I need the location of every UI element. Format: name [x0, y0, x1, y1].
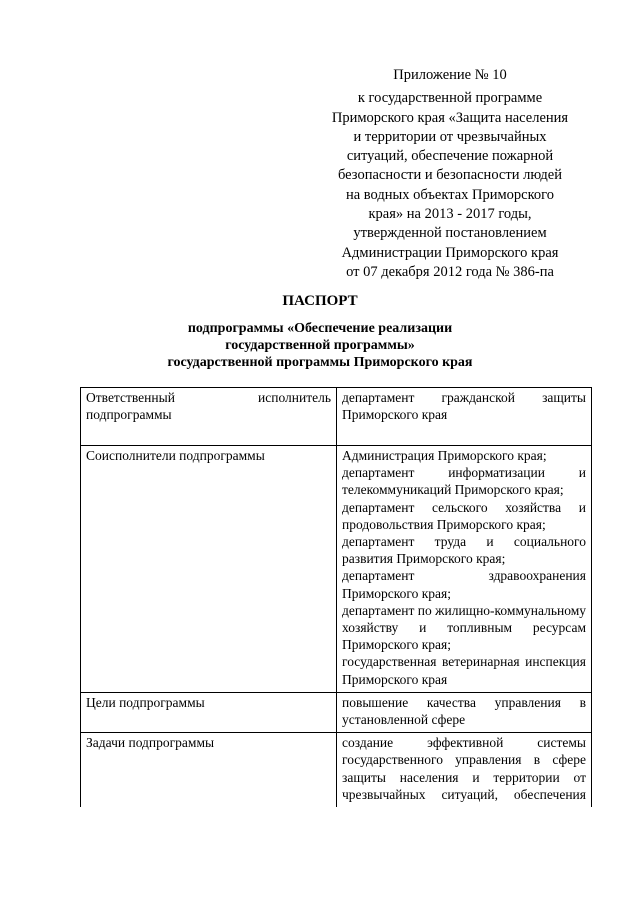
appendix-line: к государственной программе [357, 90, 543, 107]
row-label-responsible [81, 388, 337, 446]
coexecutor-item: государственная ветеринарная инспекция Приморского края [342, 654, 586, 687]
row-label-coexecutors: Соисполнители подпрограммы [81, 446, 337, 693]
appendix-line: от 07 декабря 2012 года № 386-па [346, 263, 554, 280]
table-row [81, 446, 592, 693]
row-value-coexecutors [337, 446, 592, 693]
appendix-line: утвержденной постановлением [353, 225, 547, 242]
appendix-line: края» на 2013 - 2017 годы, [368, 206, 532, 223]
coexecutor-item: департамент по жилищно-коммунальному хозяйству и топливным ресурсам Приморского края; [342, 602, 586, 653]
table-row [81, 692, 592, 732]
subtitle-line: подпрограммы «Обеспечение реализации [187, 321, 453, 336]
coexecutor-item: департамент информатизации и телекоммуникаций Приморского края; [342, 465, 586, 498]
table-row [81, 388, 592, 446]
appendix-line: безопасности и безопасности людей [338, 167, 562, 184]
appendix-line: Приморского края «Защита населения [331, 109, 569, 126]
label-word: подпрограммы [86, 407, 172, 423]
passport-table [80, 387, 592, 807]
subtitle-line: государственной программы Приморского края [167, 355, 473, 370]
row-value-responsible: департамент гражданской защиты Приморского края [337, 388, 592, 446]
table-row [81, 733, 592, 807]
document-subtitle [140, 320, 500, 371]
coexecutor-item: Администрация Приморского края; [342, 448, 547, 463]
row-value-goals: повышение качества управления в установленной сфере [337, 692, 592, 732]
appendix-number: Приложение № 10 [393, 67, 507, 83]
appendix-line: на водных объектах Приморского [345, 186, 555, 203]
row-value-tasks: создание эффективной системы государственного управления в сфере защиты населения и территории от чрезвычайных ситуаций, обеспечения [337, 733, 592, 807]
appendix-line: ситуаций, обеспечение пожарной [346, 148, 554, 165]
appendix-line: и территории от чрезвычайных [353, 128, 547, 145]
label-word: Ответственный [86, 390, 175, 405]
label-word: исполнитель [258, 390, 331, 405]
appendix-header [300, 66, 600, 282]
row-label-goals: Цели подпрограммы [81, 692, 337, 732]
row-label-tasks: Задачи подпрограммы [81, 733, 337, 807]
coexecutor-item: департамент здравоохранения Приморского края; [342, 568, 586, 601]
document-title: ПАСПОРТ [282, 293, 358, 309]
subtitle-line: государственной программы» [225, 338, 415, 353]
appendix-line: Администрации Приморского края [341, 244, 559, 261]
coexecutor-item: департамент труда и социального развития Приморского края; [342, 534, 586, 567]
coexecutor-item: департамент сельского хозяйства и продовольствия Приморского края; [342, 499, 586, 532]
